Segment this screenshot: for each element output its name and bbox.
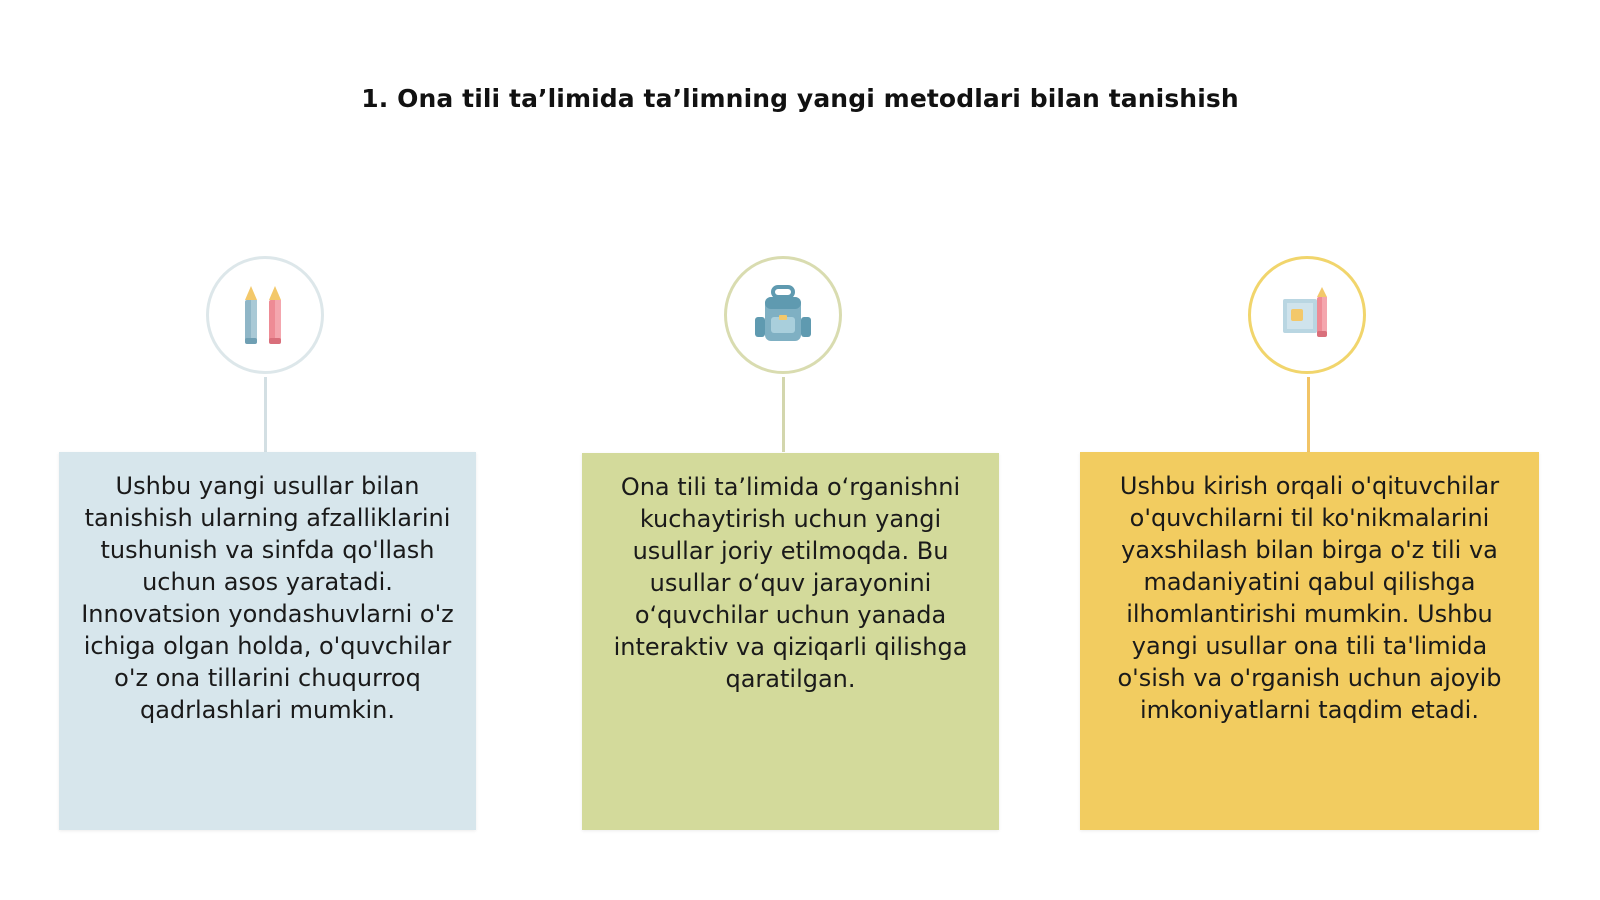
- info-card-1: Ushbu yangi usullar bilan tanishish ularning afzalliklarini tushunish va sinfda qo'llash uchun asos yaratadi. Innovatsion yondashuvlarni o'z ichiga olgan holda, o'quvchilar o'z ona tillarini chuqurroq qadrlashlari mumkin.: [59, 452, 476, 830]
- info-card-3: Ushbu kirish orqali o'qituvchilar o'quvchilarni til ko'nikmalarini yaxshilash bilan birga o'z tili va madaniyatini qabul qilishga ilhomlantirishi mumkin. Ushbu yangi usullar ona tili ta'limida o'sish va o'rganish uchun ajoyib imkoniyatlarni taqdim etadi.: [1080, 452, 1539, 830]
- pencils-icon: [235, 280, 295, 350]
- slide-title: 1. Ona tili ta’limida ta’limning yangi metodlari bilan tanishish: [361, 84, 1239, 113]
- drawing-icon: [1275, 283, 1339, 347]
- icon-ring-1: [206, 256, 324, 374]
- connector-line-3: [1307, 377, 1310, 452]
- backpack-icon: [751, 283, 815, 347]
- icon-ring-3: [1248, 256, 1366, 374]
- info-card-2: Ona tili ta’limida o‘rganishni kuchaytirish uchun yangi usullar joriy etilmoqda. Bu usullar o‘quv jarayonini o‘quvchilar uchun yanada interaktiv va qiziqarli qilishga qaratilgan.: [582, 453, 999, 830]
- connector-line-1: [264, 377, 267, 452]
- icon-ring-2: [724, 256, 842, 374]
- connector-line-2: [782, 377, 785, 452]
